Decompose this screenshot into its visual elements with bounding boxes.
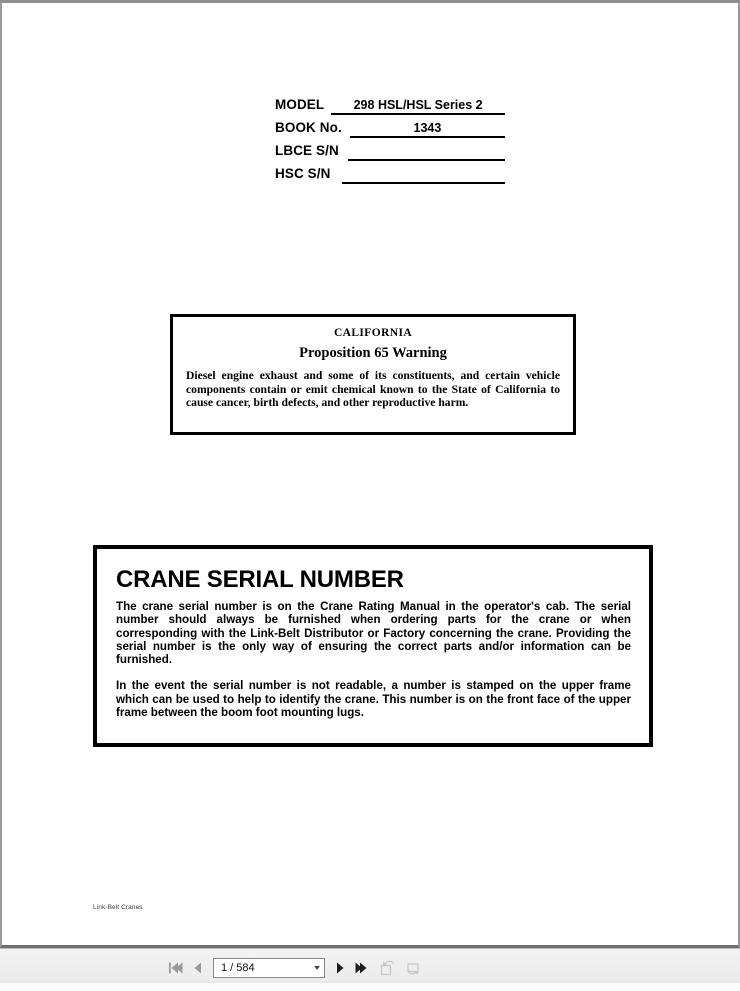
model-value: 298 HSL/HSL Series 2 (353, 98, 483, 112)
next-page-icon (333, 961, 347, 975)
page-footer-text: Link-Belt Cranes (93, 904, 143, 911)
crane-serial-number-paragraph-1: The crane serial number is on the Crane Rating Manual in the operator's cab. The serial number should always be furnished when ordering parts for the crane or when corresponding with the Link-Belt Distributor or Factory concerning the crane. Providing the serial number is the only way of ensuring the correct parts and/or information can be furnished. (116, 600, 631, 667)
book-no-value: 1343 (413, 121, 442, 135)
page-number-select[interactable] (213, 958, 325, 978)
first-page-icon (168, 961, 184, 975)
rotate-clockwise-button[interactable] (401, 957, 425, 979)
pdf-navigation-controls (165, 957, 425, 979)
hsc-sn-label: HSC S/N (275, 166, 331, 181)
rotate-counterclockwise-button[interactable] (375, 957, 399, 979)
crane-serial-number-paragraph-2: In the event the serial number is not readable, a number is stamped on the upper frame which can be used to help to identify the crane. This number is on the front face of the upper frame between the boom foot mounting lugs. (116, 679, 631, 720)
crane-serial-number-title: CRANE SERIAL NUMBER (116, 566, 404, 593)
identification-row-book-no (275, 115, 505, 138)
rotate-clockwise-icon (405, 960, 422, 976)
identification-row-lbce-sn (275, 138, 505, 161)
chevron-down-icon (314, 966, 320, 970)
last-page-icon (354, 961, 370, 975)
last-page-button[interactable] (351, 957, 373, 979)
proposition-65-content (173, 317, 573, 418)
identification-row-model (275, 92, 505, 115)
identification-row-hsc-sn (275, 161, 505, 184)
book-no-field-line[interactable] (350, 118, 505, 138)
crane-serial-number-box (93, 545, 653, 747)
proposition-65-warning-box (170, 314, 576, 435)
proposition-65-heading: CALIFORNIA (333, 327, 413, 339)
model-field-line[interactable] (331, 95, 505, 115)
next-page-button[interactable] (329, 957, 351, 979)
toolbar-bottom-strip (0, 982, 740, 991)
page-number-value: 1 / 584 (221, 962, 255, 974)
lbce-sn-label: LBCE S/N (275, 143, 339, 158)
identification-block (275, 92, 505, 184)
proposition-65-subheading: Proposition 65 Warning (299, 345, 447, 361)
first-page-button[interactable] (165, 957, 187, 979)
pdf-page-sheet (4, 6, 738, 946)
proposition-65-body-text: Diesel engine exhaust and some of its constituents, and certain vehicle components contain or emit chemical known to the State of California to cause cancer, birth defects, and other reproductive harm. (186, 369, 560, 410)
book-no-label: BOOK No. (275, 120, 342, 135)
pdf-toolbar (0, 948, 740, 991)
hsc-sn-field-line[interactable] (342, 164, 505, 184)
crane-serial-number-content (97, 549, 649, 719)
model-label: MODEL (275, 97, 325, 112)
previous-page-icon (191, 961, 205, 975)
rotate-counterclockwise-icon (379, 960, 396, 976)
lbce-sn-field-line[interactable] (348, 141, 505, 161)
previous-page-button[interactable] (187, 957, 209, 979)
